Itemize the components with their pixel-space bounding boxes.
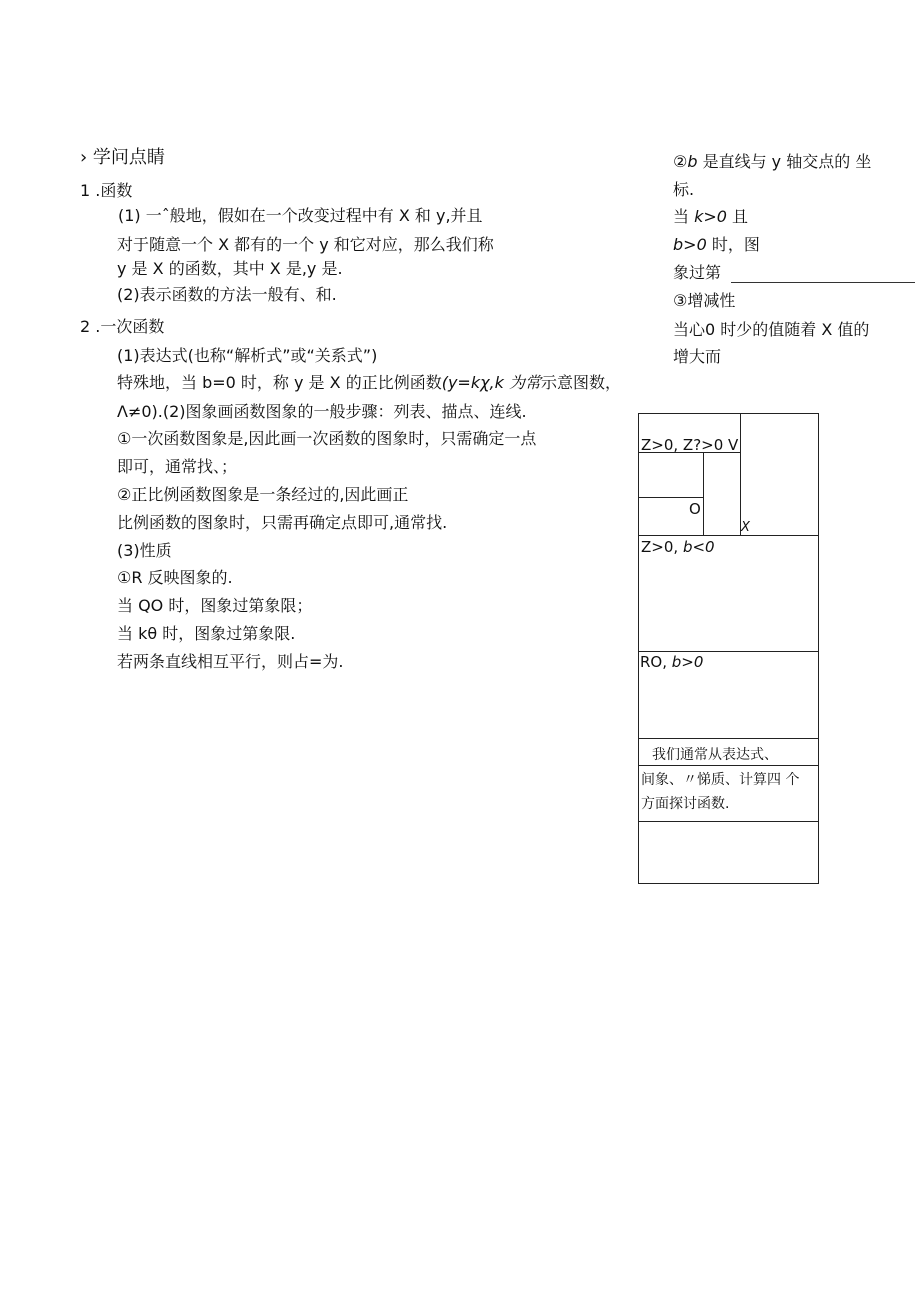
paragraph-line [673,152,871,172]
formula-text: b>0 [673,235,707,254]
paragraph-line: Λ≠0).(2)图象画函数图象的一般步骤：列表、描点、连线. [117,402,527,421]
paragraph-line: (1)表达式(也称“解析式”或“关系式”) [117,346,378,365]
formula-text: b>0 [671,653,704,671]
table-cell-label: Z>0, Z?>0 V [641,436,739,454]
table-divider [638,765,819,766]
section-1-title: 1 .函数 [80,181,133,200]
paragraph-line: (2)表示函数的方法一般有、和. [117,285,337,304]
text-run: 特殊地，当 b=0 时，称 y 是 X 的正比例函数 [117,373,442,392]
table-note-line: 间象、〃悌质、计算四 个 [641,772,800,788]
paragraph-line: 比例函数的图象时，只需再确定点即可,通常找. [117,513,448,532]
paragraph-line: 象过第 [673,263,722,282]
table-divider [638,821,819,822]
text-run: 是直线与 y 轴交点的 坐 [697,152,872,171]
table-cell-label [641,538,715,556]
text-run: 且 [726,207,749,226]
paragraph-line: 增大而 [673,347,722,366]
formula-text: (y=kχ,k 为常 [441,373,541,392]
paragraph-line: 当心0 时少的值随着 X 值的 [673,320,870,339]
table-note-line: 方面探讨函数. [641,796,730,812]
blank-underline [731,282,915,283]
table-cell-label [640,653,703,671]
paragraph-line: ①R 反映图象的. [117,568,233,587]
origin-label: O [689,500,701,518]
formula-text: b<0 [682,538,715,556]
table-note-line: 我们通常从表达式、 [652,747,778,763]
paragraph-line: 若两条直线相互平行，则占=为. [117,652,344,671]
formula-text: b [687,152,698,171]
table-divider [638,738,819,739]
paragraph-line: ③增减性 [673,291,736,310]
table-divider [638,651,819,652]
grid-line [740,413,741,535]
paragraph-line: 当 QO 时，图象过第象限； [117,596,313,615]
formula-text: k>0 [694,207,727,226]
paragraph-line [673,207,748,227]
text-run: Z>0, [641,538,683,556]
paragraph-line: ②正比例函数图象是一条经过的,因此画正 [117,485,409,504]
paragraph-line: (1) 一ˆ般地，假如在一个改变过程中有 X 和 y,并且 [118,206,483,225]
paragraph-line: (3)性质 [117,541,172,560]
text-run: 当 [673,207,695,226]
paragraph-line: y 是 X 的函数，其中 X 是,y 是. [117,259,343,278]
grid-line [703,452,704,535]
paragraph-line: 对于随意一个 X 都有的一个 y 和它对应，那么我们称 [117,235,494,254]
section-2-title: 2 .一次函数 [80,317,165,336]
paragraph-line [117,373,621,393]
paragraph-line [673,235,760,255]
paragraph-line: 标. [673,180,695,199]
paragraph-line: ①一次函数图象是,因此画一次函数的图象时，只需确定一点 [117,429,537,448]
x-axis-label: X [741,520,750,535]
text-run: ② [673,152,688,171]
text-run: 示意图数， [541,373,622,392]
table-divider [638,535,819,536]
text-run: 时，图 [706,235,760,254]
paragraph-line: 即可，通常找、； [117,457,238,476]
paragraph-line: 当 kθ 时，图象过第象限. [117,624,296,643]
section-heading: › 学问点睛 [80,147,165,168]
grid-line [638,497,703,498]
property-table [638,413,819,884]
text-run: RO, [640,653,672,671]
